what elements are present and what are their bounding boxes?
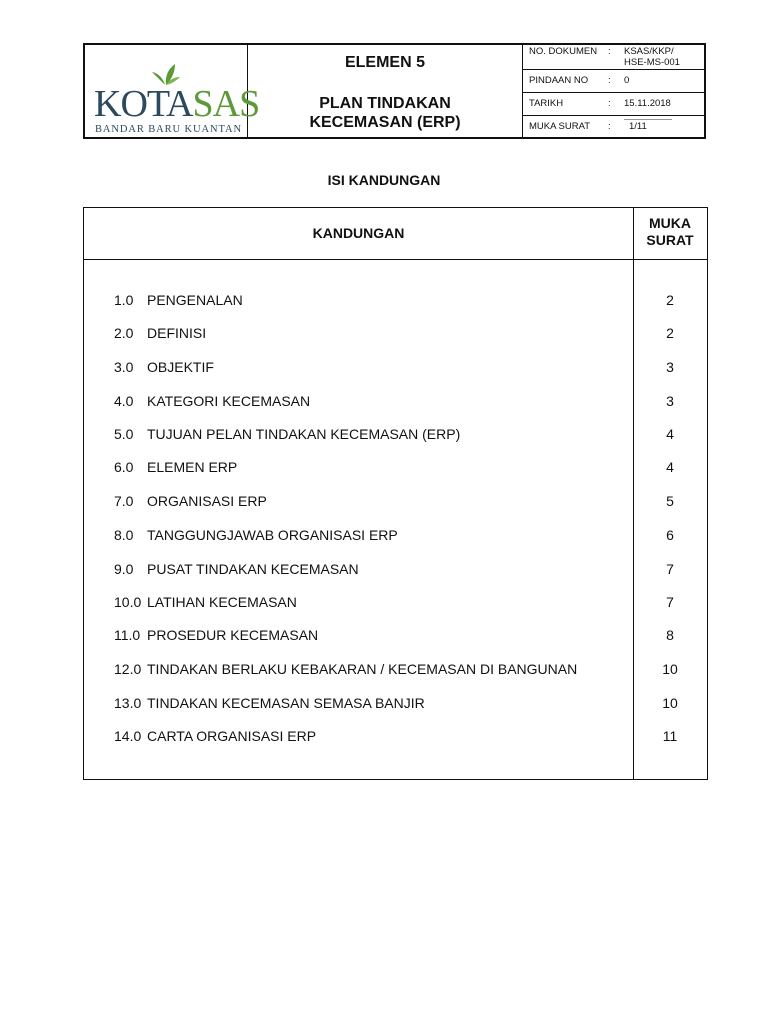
list-item: 8.0 TANGGUNGJAWAB ORGANISASI ERP 6 (114, 527, 674, 543)
list-item: 12.0 TINDAKAN BERLAKU KEBAKARAN / KECEMASAN DI BANGUNAN 10 (114, 661, 678, 677)
logo-tagline: BANDAR BARU KUANTAN (95, 124, 242, 135)
header-divider (84, 259, 707, 260)
list-item: 3.0 OBJEKTIF 3 (114, 359, 674, 375)
list-item: 11.0 PROSEDUR KECEMASAN 8 (114, 627, 674, 643)
element-number: ELEMEN 5 (344, 54, 425, 71)
page-underline (624, 119, 672, 120)
column-header-content: KANDUNGAN (312, 225, 405, 241)
document-title: PLAN TINDAKAN KECEMASAN (ERP) (309, 95, 461, 131)
table-of-contents (83, 207, 708, 780)
column-header-page: MUKA SURAT (646, 215, 694, 248)
title-cell (248, 45, 523, 137)
list-item: 10.0 LATIHAN KECEMASAN 7 (114, 594, 674, 610)
list-item: 14.0 CARTA ORGANISASI ERP 11 (114, 728, 678, 744)
list-item: 5.0 TUJUAN PELAN TINDAKAN KECEMASAN (ERP) 4 (114, 426, 674, 442)
meta-divider (523, 115, 704, 116)
section-title: ISI KANDUNGAN (327, 172, 441, 188)
list-item: 1.0 PENGENALAN 2 (114, 292, 674, 308)
company-logo: KOTASAS (94, 83, 260, 125)
document-meta: NO. DOKUMEN : KSAS/KKP/ HSE-MS-001 PINDAAN NO : 0 TARIKH : 15.11.2018 MUKA SURAT : 1/11 (523, 45, 704, 137)
meta-divider (523, 69, 704, 70)
list-item: 7.0 ORGANISASI ERP 5 (114, 493, 674, 509)
list-item: 9.0 PUSAT TINDAKAN KECEMASAN 7 (114, 561, 674, 577)
document-header (83, 43, 706, 139)
list-item: 13.0 TINDAKAN KECEMASAN SEMASA BANJIR 10 (114, 695, 678, 711)
list-item: 4.0 KATEGORI KECEMASAN 3 (114, 393, 674, 409)
list-item: 2.0 DEFINISI 2 (114, 325, 674, 341)
meta-divider (523, 92, 704, 93)
list-item: 6.0 ELEMEN ERP 4 (114, 459, 674, 475)
logo-cell (85, 45, 260, 137)
